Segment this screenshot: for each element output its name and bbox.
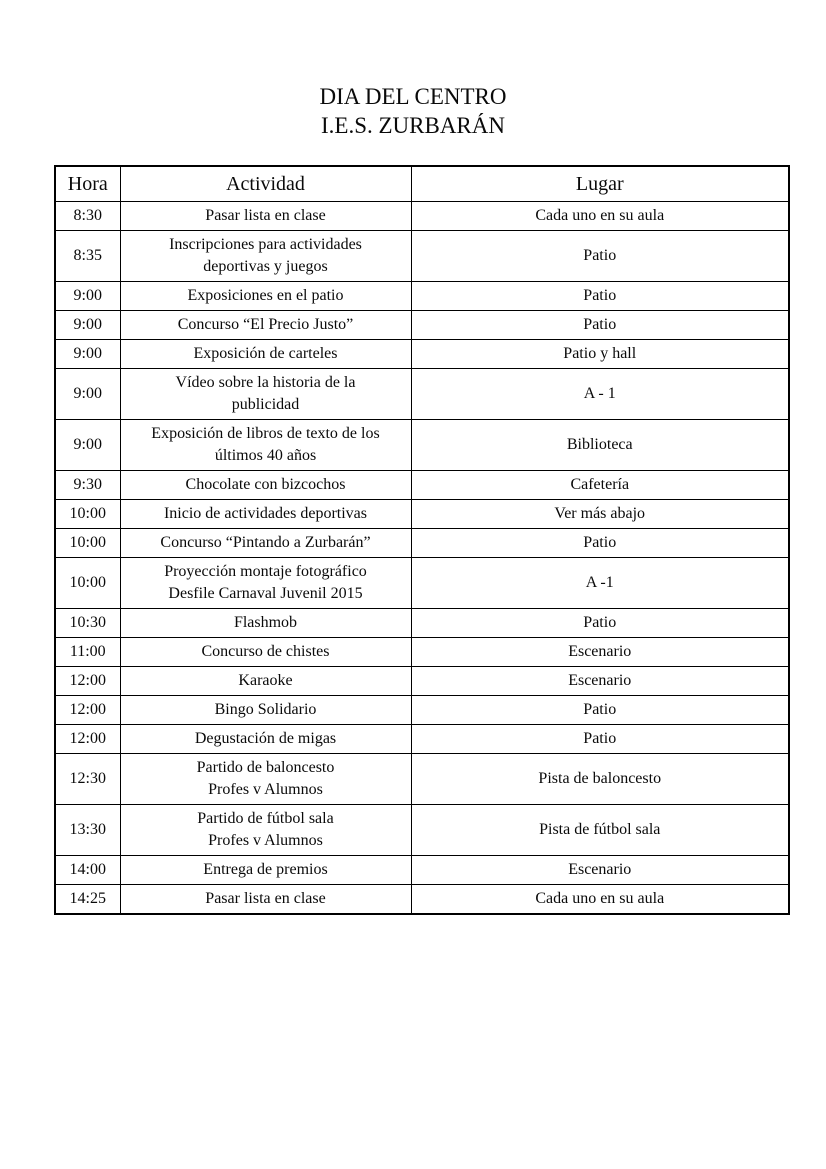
cell-actividad: Degustación de migas	[120, 725, 411, 754]
cell-actividad: Exposición de libros de texto de los últimos 40 años	[120, 420, 411, 471]
cell-lugar: Patio	[411, 311, 789, 340]
table-row	[55, 558, 789, 609]
cell-hora: 12:00	[55, 696, 120, 725]
table-row	[55, 340, 789, 369]
cell-lugar: Patio y hall	[411, 340, 789, 369]
cell-actividad: Exposiciones en el patio	[120, 282, 411, 311]
cell-hora: 12:00	[55, 725, 120, 754]
cell-hora: 9:00	[55, 282, 120, 311]
cell-lugar: Patio	[411, 725, 789, 754]
cell-actividad: Flashmob	[120, 609, 411, 638]
cell-lugar: A -1	[411, 558, 789, 609]
cell-lugar: Pista de fútbol sala	[411, 805, 789, 856]
table-row	[55, 667, 789, 696]
cell-lugar: Biblioteca	[411, 420, 789, 471]
table-row	[55, 311, 789, 340]
table-row	[55, 885, 789, 915]
cell-actividad: Pasar lista en clase	[120, 202, 411, 231]
cell-hora: 14:25	[55, 885, 120, 915]
cell-actividad: Chocolate con bizcochos	[120, 471, 411, 500]
cell-actividad: Concurso “El Precio Justo”	[120, 311, 411, 340]
cell-lugar: Escenario	[411, 638, 789, 667]
column-header-actividad: Actividad	[120, 166, 411, 202]
cell-hora: 12:30	[55, 754, 120, 805]
column-header-lugar: Lugar	[411, 166, 789, 202]
table-row	[55, 696, 789, 725]
cell-actividad: Bingo Solidario	[120, 696, 411, 725]
cell-actividad: Proyección montaje fotográfico Desfile Carnaval Juvenil 2015	[120, 558, 411, 609]
table-row	[55, 202, 789, 231]
schedule-table	[54, 165, 790, 915]
cell-hora: 9:00	[55, 369, 120, 420]
table-row	[55, 856, 789, 885]
table-row	[55, 529, 789, 558]
cell-lugar: Escenario	[411, 667, 789, 696]
cell-actividad: Exposición de carteles	[120, 340, 411, 369]
cell-actividad: Partido de fútbol sala Profes v Alumnos	[120, 805, 411, 856]
cell-actividad: Concurso de chistes	[120, 638, 411, 667]
cell-hora: 10:30	[55, 609, 120, 638]
table-row	[55, 638, 789, 667]
cell-hora: 10:00	[55, 529, 120, 558]
title-line-1: DIA DEL CENTRO	[319, 84, 507, 109]
cell-actividad: Karaoke	[120, 667, 411, 696]
table-header-row	[55, 166, 789, 202]
cell-lugar: Ver más abajo	[411, 500, 789, 529]
document-title	[0, 82, 826, 140]
table-row	[55, 420, 789, 471]
cell-hora: 9:30	[55, 471, 120, 500]
cell-actividad: Inicio de actividades deportivas	[120, 500, 411, 529]
cell-hora: 8:30	[55, 202, 120, 231]
cell-lugar: Patio	[411, 282, 789, 311]
table-row	[55, 500, 789, 529]
cell-hora: 13:30	[55, 805, 120, 856]
table-row	[55, 471, 789, 500]
cell-hora: 9:00	[55, 311, 120, 340]
cell-actividad: Vídeo sobre la historia de la publicidad	[120, 369, 411, 420]
cell-lugar: Escenario	[411, 856, 789, 885]
cell-lugar: Cada uno en su aula	[411, 885, 789, 915]
cell-hora: 10:00	[55, 500, 120, 529]
cell-lugar: Patio	[411, 529, 789, 558]
cell-lugar: A - 1	[411, 369, 789, 420]
cell-lugar: Pista de baloncesto	[411, 754, 789, 805]
cell-actividad: Pasar lista en clase	[120, 885, 411, 915]
cell-hora: 10:00	[55, 558, 120, 609]
cell-lugar: Cafetería	[411, 471, 789, 500]
cell-actividad: Entrega de premios	[120, 856, 411, 885]
cell-hora: 11:00	[55, 638, 120, 667]
cell-lugar: Cada uno en su aula	[411, 202, 789, 231]
table-row	[55, 609, 789, 638]
cell-actividad: Partido de baloncesto Profes v Alumnos	[120, 754, 411, 805]
cell-hora: 9:00	[55, 340, 120, 369]
cell-lugar: Patio	[411, 609, 789, 638]
cell-hora: 9:00	[55, 420, 120, 471]
table-row	[55, 369, 789, 420]
title-line-2: I.E.S. ZURBARÁN	[320, 113, 505, 138]
column-header-hora: Hora	[55, 166, 120, 202]
cell-hora: 14:00	[55, 856, 120, 885]
table-row	[55, 805, 789, 856]
table-row	[55, 231, 789, 282]
cell-lugar: Patio	[411, 231, 789, 282]
cell-lugar: Patio	[411, 696, 789, 725]
cell-actividad: Concurso “Pintando a Zurbarán”	[120, 529, 411, 558]
cell-actividad: Inscripciones para actividades deportivas y juegos	[120, 231, 411, 282]
table-row	[55, 754, 789, 805]
table-row	[55, 282, 789, 311]
table-row	[55, 725, 789, 754]
cell-hora: 12:00	[55, 667, 120, 696]
cell-hora: 8:35	[55, 231, 120, 282]
